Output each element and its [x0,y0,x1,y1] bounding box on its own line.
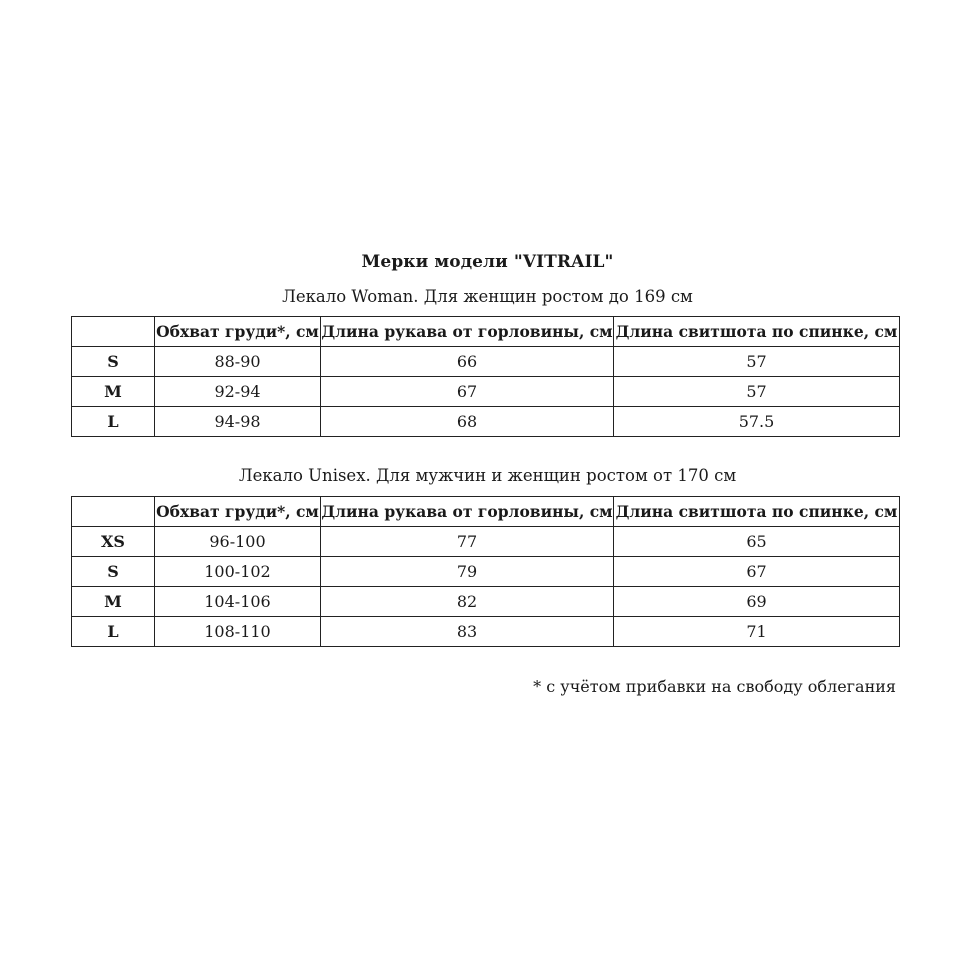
table-woman-subtitle: Лекало Woman. Для женщин ростом до 169 см [282,287,693,306]
sleeve-value: 79 [321,557,614,587]
chest-value: 96-100 [155,527,321,557]
table-row [72,377,900,407]
back-length-value: 57 [614,377,900,407]
table-header-row [72,497,900,527]
size-label: L [72,617,155,647]
size-label: M [72,377,155,407]
table-row [72,527,900,557]
chest-value: 94-98 [155,407,321,437]
chest-value: 108-110 [155,617,321,647]
header-sleeve: Длина рукава от горловины, см [321,317,614,347]
back-length-value: 65 [614,527,900,557]
header-size [72,497,155,527]
table-row [72,557,900,587]
size-label: M [72,587,155,617]
sleeve-value: 66 [321,347,614,377]
size-label: S [72,347,155,377]
sleeve-value: 68 [321,407,614,437]
header-size [72,317,155,347]
size-label: XS [72,527,155,557]
back-length-value: 69 [614,587,900,617]
table-header-row [72,317,900,347]
chest-value: 88-90 [155,347,321,377]
footnote: * с учётом прибавки на свободу облегания [533,677,896,696]
size-table-woman [71,316,900,437]
chest-value: 92-94 [155,377,321,407]
header-back-length: Длина свитшота по спинке, см [614,497,900,527]
table-row [72,347,900,377]
sleeve-value: 67 [321,377,614,407]
back-length-value: 71 [614,617,900,647]
chest-value: 100-102 [155,557,321,587]
back-length-value: 57 [614,347,900,377]
header-back-length: Длина свитшота по спинке, см [614,317,900,347]
chest-value: 104-106 [155,587,321,617]
sleeve-value: 82 [321,587,614,617]
back-length-value: 57.5 [614,407,900,437]
table-row [72,407,900,437]
size-label: L [72,407,155,437]
sleeve-value: 83 [321,617,614,647]
header-chest: Обхват груди*, см [155,317,321,347]
header-chest: Обхват груди*, см [155,497,321,527]
table-row [72,587,900,617]
table-unisex-subtitle: Лекало Unisex. Для мужчин и женщин ростом от 170 см [238,466,737,485]
back-length-value: 67 [614,557,900,587]
table-row [72,617,900,647]
header-sleeve: Длина рукава от горловины, см [321,497,614,527]
page-title: Мерки модели "VITRAIL" [361,252,614,272]
size-table-unisex [71,496,900,647]
sleeve-value: 77 [321,527,614,557]
size-label: S [72,557,155,587]
